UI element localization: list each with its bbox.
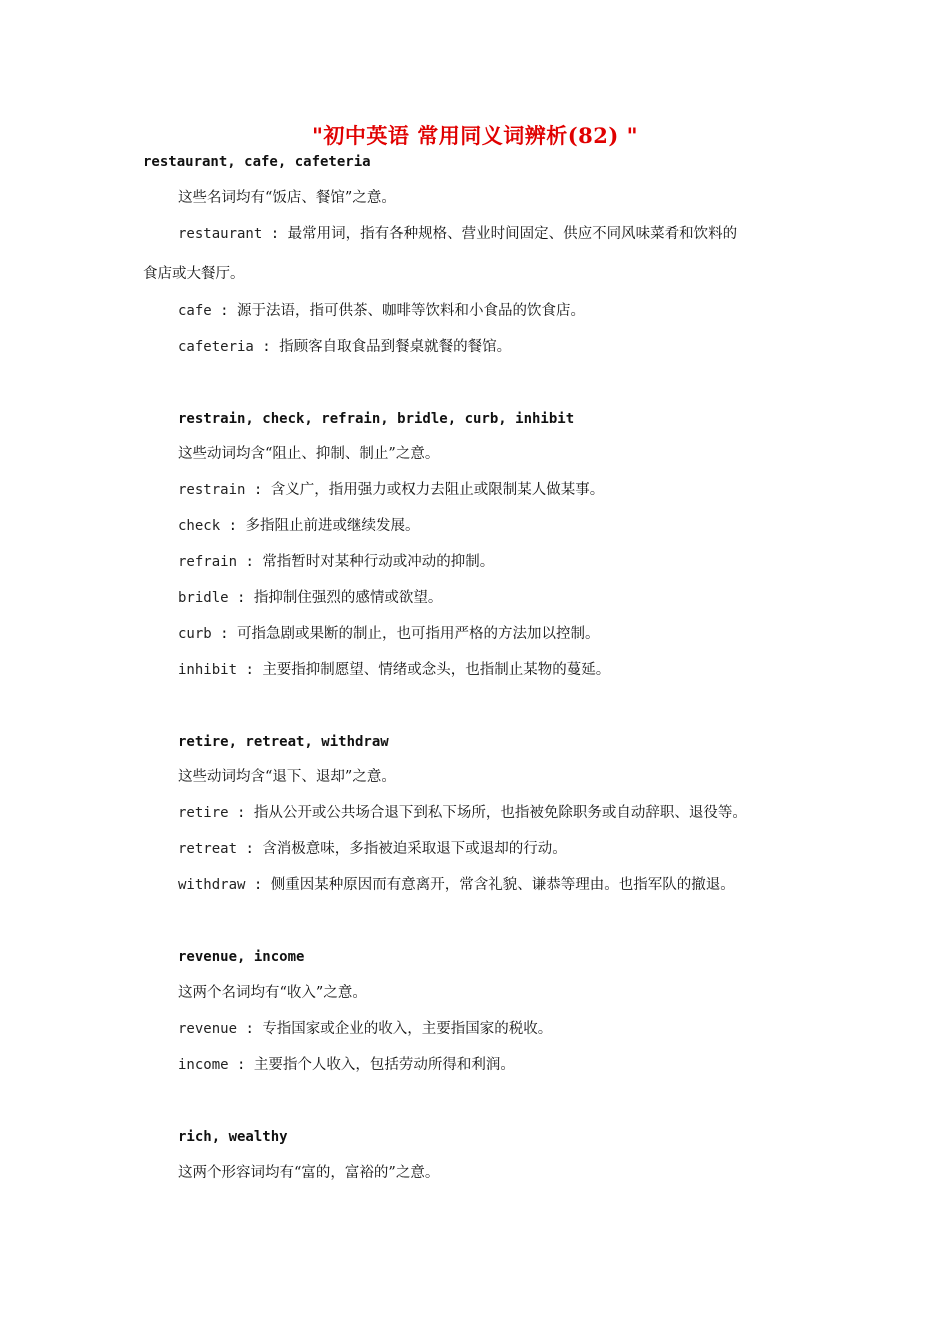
entry-description: 指抑制住强烈的感情或欲望。: [253, 590, 443, 606]
entry-description: 含义广，指用强力或权力去阻止或限制某人做某事。: [270, 482, 605, 498]
entry-separator: :: [262, 226, 288, 242]
entry-line: [178, 839, 567, 859]
entry-description: 多指阻止前进或继续发展。: [245, 518, 420, 534]
section-intro: 这些动词均含“退下、退却”之意。: [178, 769, 396, 785]
entry-line: [178, 588, 442, 608]
entry-line: [178, 803, 747, 823]
entry-term: cafe: [178, 303, 212, 319]
section-intro: 这些名词均有“饭店、餐馆”之意。: [178, 190, 396, 206]
section-intro: 这两个名词均有“收入”之意。: [178, 985, 367, 1001]
entry-line: [178, 224, 737, 244]
section-heading: restrain, check, refrain, bridle, curb, inhibit: [178, 411, 575, 427]
entry-term: retire: [178, 805, 229, 821]
section-heading: retire, retreat, withdraw: [178, 734, 389, 750]
entry-term: restrain: [178, 482, 246, 498]
entry-separator: :: [220, 518, 246, 534]
entry-separator: :: [228, 1057, 254, 1073]
entry-description: 指顾客自取食品到餐桌就餐的餐馆。: [279, 339, 512, 355]
entry-separator: :: [237, 1021, 263, 1037]
entry-description: 专指国家或企业的收入，主要指国家的税收。: [262, 1021, 553, 1037]
entry-separator: :: [228, 590, 254, 606]
section-heading: revenue, income: [178, 949, 305, 965]
section-intro: 这两个形容词均有“富的，富裕的”之意。: [178, 1165, 440, 1181]
entry-description: 指从公开或公共场合退下到私下场所，也指被免除职务或自动辞职、退役等。: [253, 805, 747, 821]
section-intro: 这些动词均含“阻止、抑制、制止”之意。: [178, 446, 440, 462]
entry-separator: :: [228, 805, 254, 821]
entry-continuation: 食店或大餐厅。: [143, 266, 245, 282]
entry-description: 常指暂时对某种行动或冲动的抑制。: [262, 554, 495, 570]
entry-line: [178, 516, 419, 536]
entry-description: 含消极意味，多指被迫采取退下或退却的行动。: [262, 841, 567, 857]
entry-separator: :: [237, 662, 263, 678]
entry-description: 侧重因某种原因而有意离开，常含礼貌、谦恭等理由。也指军队的撤退。: [270, 877, 735, 893]
entry-line: [178, 480, 604, 500]
document-title: "初中英语 常用同义词辨析(82) ": [311, 123, 639, 148]
entry-term: withdraw: [178, 877, 246, 893]
entry-separator: :: [211, 626, 238, 642]
entry-term: cafeteria: [178, 339, 254, 355]
entry-description: 主要指抑制愿望、情绪或念头，也指制止某物的蔓延。: [262, 662, 611, 678]
section-heading: restaurant, cafe, cafeteria: [143, 154, 371, 170]
entry-separator: :: [237, 841, 263, 857]
entry-separator: :: [237, 554, 263, 570]
entry-term: bridle: [178, 590, 229, 606]
entry-separator: :: [245, 482, 271, 498]
entry-line: [178, 301, 585, 321]
entry-term: revenue: [178, 1021, 238, 1037]
section-heading: rich, wealthy: [178, 1129, 288, 1145]
entry-separator: :: [253, 339, 280, 355]
entry-line: [178, 875, 735, 895]
entry-description: 主要指个人收入，包括劳动所得和利润。: [253, 1057, 515, 1073]
entry-description: 可指急剧或果断的制止，也可指用严格的方法加以控制。: [237, 626, 600, 642]
entry-line: [178, 1019, 552, 1039]
entry-description: 最常用词，指有各种规格、营业时间固定、供应不同风味菜肴和饮料的: [287, 226, 738, 242]
entry-term: restaurant: [178, 226, 263, 242]
entry-line: [178, 1055, 515, 1075]
entry-term: refrain: [178, 554, 238, 570]
entry-separator: :: [245, 877, 271, 893]
entry-term: income: [178, 1057, 229, 1073]
entry-line: [178, 337, 511, 357]
entry-line: [178, 624, 600, 644]
entry-term: retreat: [178, 841, 238, 857]
entry-separator: :: [211, 303, 238, 319]
entry-description: 源于法语，指可供茶、咖啡等饮料和小食品的饮食店。: [237, 303, 586, 319]
entry-term: inhibit: [178, 662, 238, 678]
entry-term: curb: [178, 626, 212, 642]
entry-line: [178, 660, 610, 680]
entry-line: [178, 552, 494, 572]
entry-term: check: [178, 518, 221, 534]
